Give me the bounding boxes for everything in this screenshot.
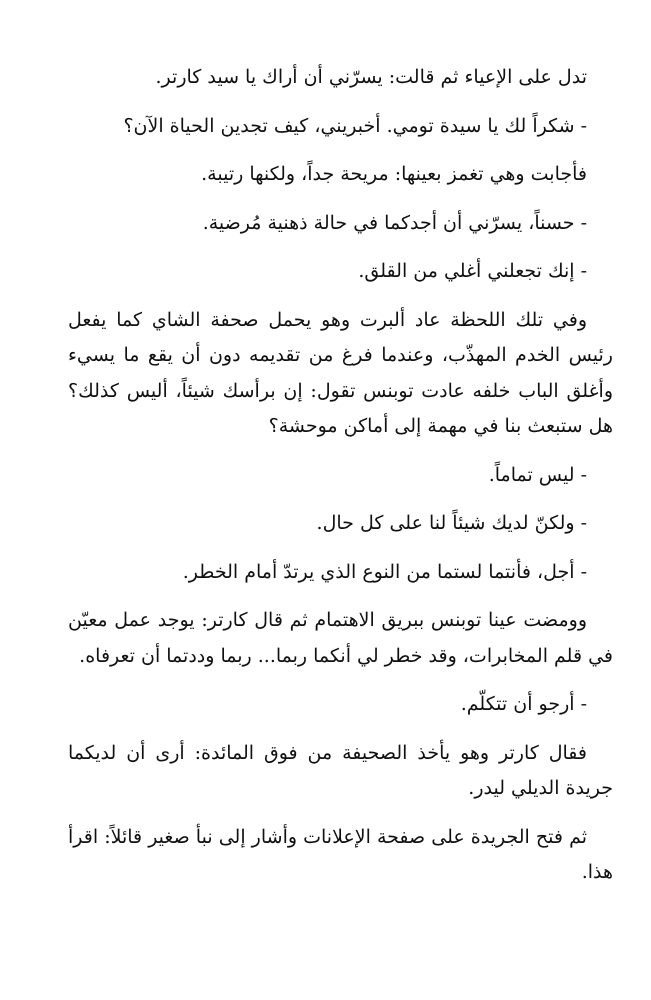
paragraph-11: - أرجو أن تتكلّم. [460,693,587,715]
paragraph-5: - إنك تجعلني أغلي من القلق. [358,260,587,282]
paragraph-2: - شكراً لك يا سيدة تومي. أخبريني، كيف تجدين الحياة الآن؟ [123,114,587,137]
book-page [68,60,613,891]
paragraph-1: تدل على الإعياء ثم قالت: يسرّني أن أراك يا سيد كارتر. [155,66,587,88]
paragraph-13: ثم فتح الجريدة على صفحة الإعلانات وأشار إلى نبأ صغير قائلاً: اقرأ هذا. [68,825,613,883]
paragraph-7: - ليس تماماً. [488,463,587,486]
paragraph-10: وومضت عينا توبنس ببريق الاهتمام ثم قال كارتر: يوجد عمل معيّن في قلم المخابرات، وقد خطر لي أنكما ربما... ربما وددتما أن تعرفاه. [68,609,613,667]
paragraph-3: فأجابت وهي تغمز بعينها: مريحة جداً، ولكنها رتيبة. [201,163,587,185]
paragraph-9: - أجل، فأنتما لستما من النوع الذي يرتدّ أمام الخطر. [182,560,587,583]
paragraph-12: فقال كارتر وهو يأخذ الصحيفة من فوق المائدة: أرى أن لديكما جريدة الديلي ليدر. [68,741,613,799]
paragraph-6: وفي تلك اللحظة عاد ألبرت وهو يحمل صحفة الشاي كما يفعل رئيس الخدم المهذّب، وعندما فرغ من تقديمه دون أن يقع ما يسيء وأغلق الباب خلفه عادت توبنس تقول: إن برأسك شيئاً، أليس كذلك؟ هل ستبعث بنا في مهمة إلى أماكن موحشة؟ [68,308,613,437]
paragraph-4: - حسناً، يسرّني أن أجدكما في حالة ذهنية مُرضية. [202,211,587,234]
paragraph-8: - ولكنّ لديك شيئاً لنا على كل حال. [316,512,587,534]
